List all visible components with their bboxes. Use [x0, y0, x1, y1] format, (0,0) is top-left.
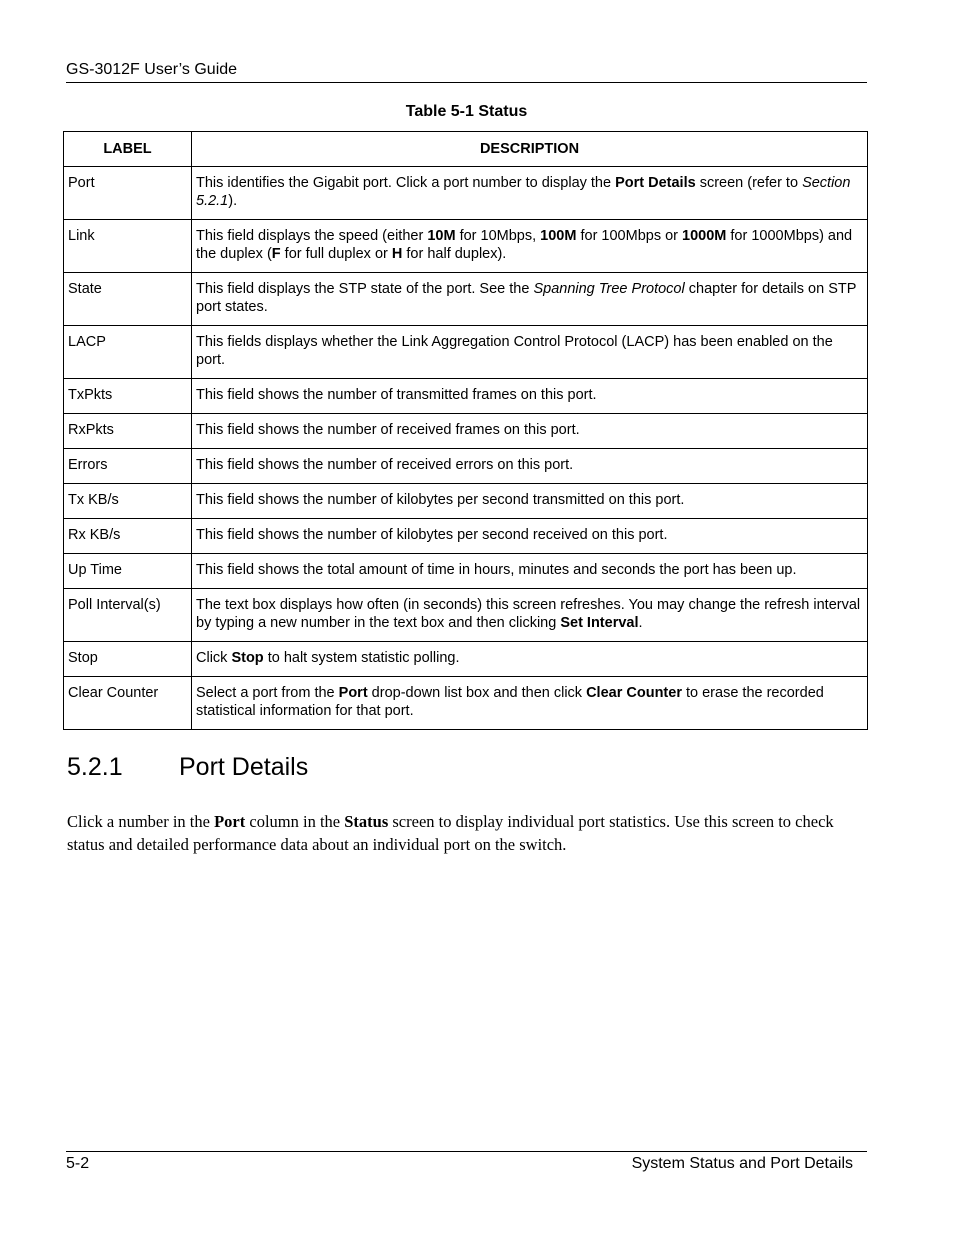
text-run: This field shows the total amount of time in hours, minutes and seconds the port has been up.: [196, 562, 797, 578]
row-description: [192, 273, 868, 326]
text-run: drop-down list box and then click: [367, 685, 587, 701]
bold-term: Clear Counter: [586, 685, 682, 701]
table-row: [64, 326, 868, 379]
row-label: Port: [64, 167, 192, 220]
table-row: [64, 589, 868, 642]
row-description: [192, 449, 868, 484]
bold-term: Port: [214, 812, 246, 831]
row-label: Tx KB/s: [64, 484, 192, 519]
row-description: [192, 379, 868, 414]
table-row: [64, 449, 868, 484]
row-description: [192, 554, 868, 589]
table-row: [64, 554, 868, 589]
bold-term: Stop: [231, 650, 264, 666]
status-table-body: [64, 167, 868, 730]
bold-term: Port Details: [615, 175, 696, 191]
bold-term: 10M: [427, 228, 456, 244]
bold-term: F: [271, 246, 281, 262]
row-label: Up Time: [64, 554, 192, 589]
page-number: 5-2: [66, 1155, 90, 1172]
row-description: [192, 167, 868, 220]
table-row: [64, 519, 868, 554]
text-run: Select a port from the: [196, 685, 339, 701]
body-paragraph: [67, 810, 857, 856]
text-run: This field shows the number of transmitted frames on this port.: [196, 387, 597, 403]
bold-term: H: [391, 246, 403, 262]
text-run: for 10Mbps,: [455, 228, 541, 244]
text-run: to halt system statistic polling.: [263, 650, 460, 666]
row-label: Errors: [64, 449, 192, 484]
table-row: [64, 273, 868, 326]
bold-term: Port: [338, 685, 368, 701]
row-label: Clear Counter: [64, 677, 192, 730]
row-label: Poll Interval(s): [64, 589, 192, 642]
table-caption: Table 5-1 Status: [405, 103, 528, 120]
row-description: [192, 677, 868, 730]
text-run: This field shows the number of kilobytes per second received on this port.: [196, 527, 668, 543]
row-description: [192, 326, 868, 379]
table-row: [64, 167, 868, 220]
row-label: State: [64, 273, 192, 326]
row-description: [192, 519, 868, 554]
italic-reference: Section 5.2.1: [196, 175, 851, 209]
table-row: [64, 642, 868, 677]
text-run: This field displays the speed (either: [196, 228, 428, 244]
bold-term: Set Interval: [560, 615, 639, 631]
row-label: Stop: [64, 642, 192, 677]
text-run: for 100Mbps or: [576, 228, 683, 244]
table-row: [64, 414, 868, 449]
text-run: This fields displays whether the Link Aggregation Control Protocol (LACP) has been enabled on the port.: [196, 334, 833, 368]
column-header-label: LABEL: [64, 132, 192, 167]
row-description: [192, 484, 868, 519]
page-footer: [66, 1151, 867, 1174]
page-header: [66, 60, 867, 83]
table-row: [64, 379, 868, 414]
text-run: This field shows the number of received errors on this port.: [196, 457, 574, 473]
table-row: [64, 677, 868, 730]
text-run: The text box displays how often (in seconds) this screen refreshes. You may change the refresh interval by typing a new number in the text box and then clicking: [196, 597, 861, 631]
text-run: This field shows the number of kilobytes per second transmitted on this port.: [196, 492, 685, 508]
table-row: [64, 220, 868, 273]
text-run: chapter for details on STP port states.: [196, 281, 857, 315]
section-title: Port Details: [179, 753, 309, 781]
row-description: [192, 220, 868, 273]
text-run: to erase the recorded statistical information for that port.: [196, 685, 824, 719]
row-description: [192, 414, 868, 449]
status-table: [63, 131, 868, 730]
text-run: This field shows the number of received frames on this port.: [196, 422, 580, 438]
text-run: column in the: [245, 812, 345, 831]
text-run: for 1000Mbps) and the duplex (: [196, 228, 853, 262]
row-description: [192, 589, 868, 642]
text-run: screen to display individual port statistics. Use this screen to check status and detailed performance data about an individual port on the switch.: [67, 812, 834, 854]
row-label: Link: [64, 220, 192, 273]
italic-reference: Spanning Tree Protocol: [533, 281, 685, 297]
text-run: for half duplex).: [402, 246, 507, 262]
text-run: for full duplex or: [280, 246, 392, 262]
section-number: 5.2.1: [67, 753, 123, 781]
text-run: This identifies the Gigabit port. Click a port number to display the: [196, 175, 616, 191]
row-label: Rx KB/s: [64, 519, 192, 554]
text-run: .: [638, 615, 643, 631]
row-label: LACP: [64, 326, 192, 379]
text-run: This field displays the STP state of the port. See the: [196, 281, 534, 297]
row-description: [192, 642, 868, 677]
chapter-title: System Status and Port Details: [631, 1155, 853, 1172]
text-run: screen (refer to: [695, 175, 803, 191]
text-run: ).: [228, 193, 238, 209]
bold-term: Status: [344, 812, 389, 831]
guide-title: GS-3012F User’s Guide: [66, 61, 238, 78]
table-row: [64, 484, 868, 519]
row-label: TxPkts: [64, 379, 192, 414]
bold-term: 1000M: [682, 228, 727, 244]
text-run: Click a number in the: [67, 812, 215, 831]
row-label: RxPkts: [64, 414, 192, 449]
bold-term: 100M: [540, 228, 577, 244]
section-heading: [67, 752, 308, 782]
column-header-description: DESCRIPTION: [192, 132, 868, 167]
text-run: Click: [196, 650, 232, 666]
